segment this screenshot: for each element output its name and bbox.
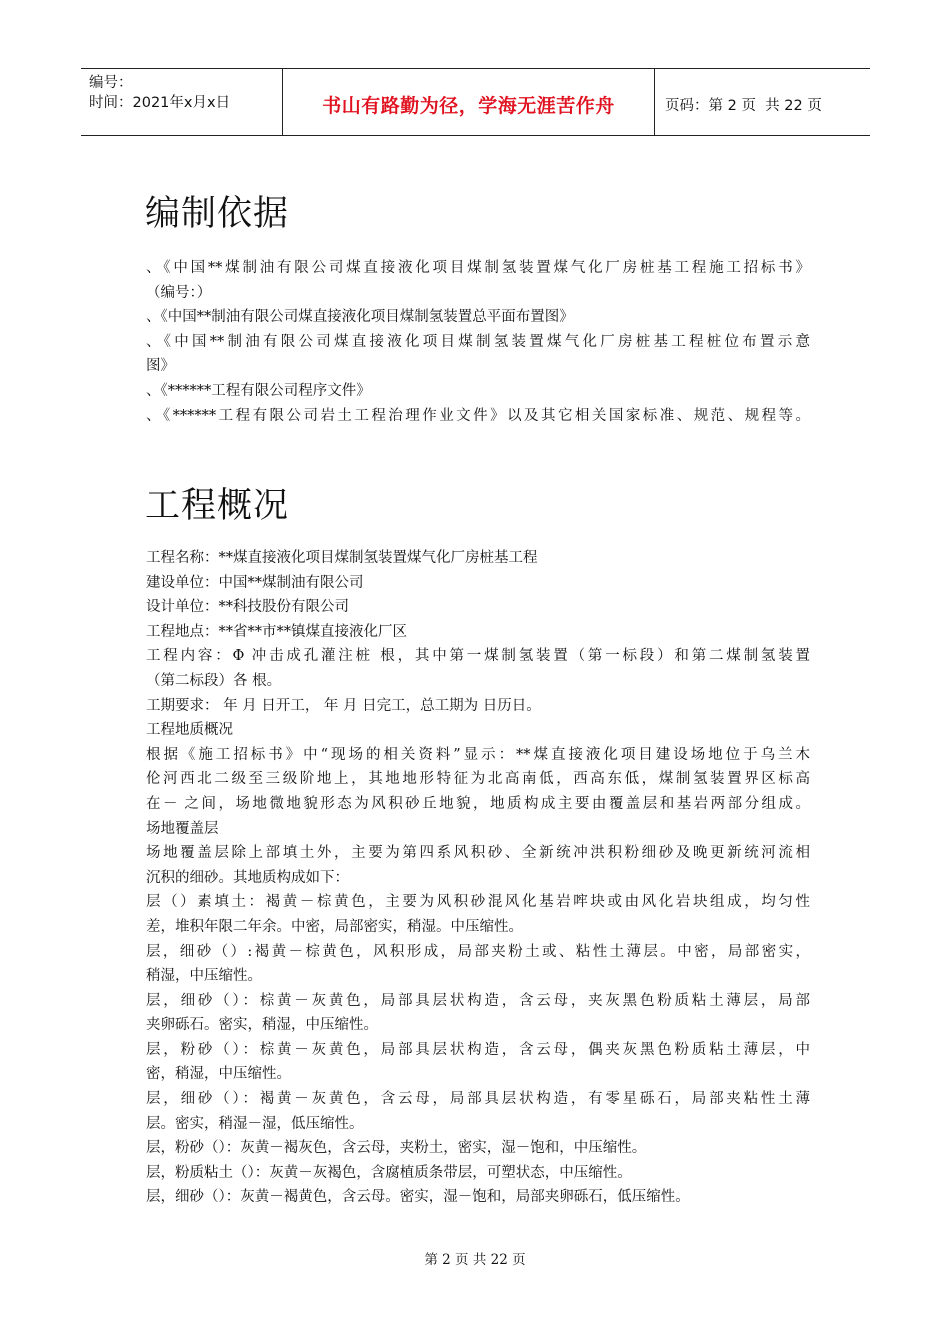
overview-line: 层，细砂（）:褐黄－棕黄色，风积形成，局部夹粉土或、粘性土薄层。中密，局部密实，: [146, 943, 810, 960]
overview-line: 稍湿，中压缩性。: [146, 968, 262, 985]
overview-line: 工程内容：Φ 冲击成孔灌注桩 根，其中第一煤制氢装置（第一标段）和第二煤制氢装置: [146, 648, 810, 665]
overview-line: 工程地点：**省**市**镇煤直接液化厂区: [146, 623, 407, 640]
overview-line: 密，稍湿，中压缩性。: [146, 1066, 291, 1083]
header-page-info: [655, 69, 870, 135]
section-title-overview: 工程概况: [145, 486, 290, 526]
overview-line: 设计单位：**科技股份有限公司: [146, 599, 349, 616]
basis-line: 、《中国**制油有限公司煤直接液化项目煤制氢装置总平面布置图》: [146, 309, 574, 326]
overview-line: 沉积的细砂。其地质构成如下：: [146, 869, 349, 886]
overview-line: 工程名称：**煤直接液化项目煤制氢装置煤气化厂房桩基工程: [146, 550, 538, 566]
overview-line: 场地覆盖层除上部填土外，主要为第四系风积砂、全新统冲洪积粉细砂及晚更新统河流相: [146, 845, 810, 862]
basis-line: 图》: [146, 358, 175, 375]
page-footer: 第 2 页 共 22 页: [424, 1252, 526, 1268]
overview-line: 根据《施工招标书》中“现场的相关资料”显示：**煤直接液化项目建设场地位于乌兰木: [146, 746, 810, 763]
basis-line: （编号：）: [146, 284, 212, 301]
overview-line: 差，堆积年限二年余。中密，局部密实，稍湿。中压缩性。: [146, 918, 523, 935]
section-title-basis: 编制依据: [145, 194, 290, 234]
overview-line: 层，细砂（）：褐黄－灰黄色，含云母，局部具层状构造，有零星砾石，局部夹粘性土薄: [146, 1091, 810, 1108]
basis-line: 、《中国**煤制油有限公司煤直接液化项目煤制氢装置煤气化厂房桩基工程施工招标书》: [146, 260, 810, 276]
overview-line: 工程地质概况: [146, 722, 233, 739]
overview-line: 层（）素填土：褐黄－棕黄色，主要为风积砂混风化基岩哰块或由风化岩块组成，均匀性: [146, 894, 810, 911]
overview-line: 建设单位：中国**煤制油有限公司: [146, 574, 364, 591]
basis-line: 、《中国**制油有限公司煤直接液化项目煤制氢装置煤气化厂房桩基工程桩位布置示意: [146, 333, 810, 350]
overview-line: 场地覆盖层: [146, 820, 219, 837]
overview-line: 在－ 之间，场地微地貌形态为风积砂丘地貌，地质构成主要由覆盖层和基岩两部分组成。: [146, 795, 810, 812]
page-header: [81, 68, 870, 136]
overview-line: 夹卵砾石。密实，稍湿，中压缩性。: [146, 1017, 378, 1034]
header-meta: [81, 69, 283, 135]
overview-line: 伦河西北二级至三级阶地上，其地地形特征为北高南低，西高东低，煤制氢装置界区标高: [146, 771, 810, 788]
overview-line: 层，粉砂（）：棕黄－灰黄色，局部具层状构造，含云母，偶夹灰黑色粉质粘土薄层，中: [146, 1041, 810, 1058]
section-basis-body: [146, 256, 810, 428]
header-page-label: 页码：第 2 页 共 22 页: [665, 97, 822, 114]
overview-line: 层，细砂（）：灰黄－褐黄色，含云母。密实，湿－饱和，局部夹卵砾石，低压缩性。: [146, 1189, 690, 1206]
overview-line: （第二标段）各 根。: [146, 672, 282, 689]
header-number-label: 编号：: [89, 75, 133, 91]
overview-line: 工期要求： 年 月 日开工， 年 月 日完工，总工期为 日历日。: [146, 697, 541, 714]
overview-line: 层。密实，稍湿－湿，低压缩性。: [146, 1115, 364, 1132]
overview-line: 层，粉砂（）：灰黄－褐灰色，含云母，夹粉土，密实，湿－饱和，中压缩性。: [146, 1140, 647, 1157]
section-overview-body: [146, 546, 810, 1210]
header-time-label: 时间：2021年x月x日: [89, 95, 231, 111]
basis-line: 、《******工程有限公司程序文件》: [146, 382, 371, 399]
basis-line: 、《******工程有限公司岩土工程治理作业文件》以及其它相关国家标准、规范、规程等。: [146, 407, 810, 424]
header-motto: 书山有路勤为径，学海无涯苦作舟: [283, 69, 655, 135]
overview-line: 层，粉质粘土（）：灰黄－灰褐色，含腐植质条带层，可塑状态，中压缩性。: [146, 1164, 632, 1181]
overview-line: 层，细砂（）：棕黄－灰黄色，局部具层状构造，含云母，夹灰黑色粉质粘土薄层，局部: [146, 992, 810, 1009]
